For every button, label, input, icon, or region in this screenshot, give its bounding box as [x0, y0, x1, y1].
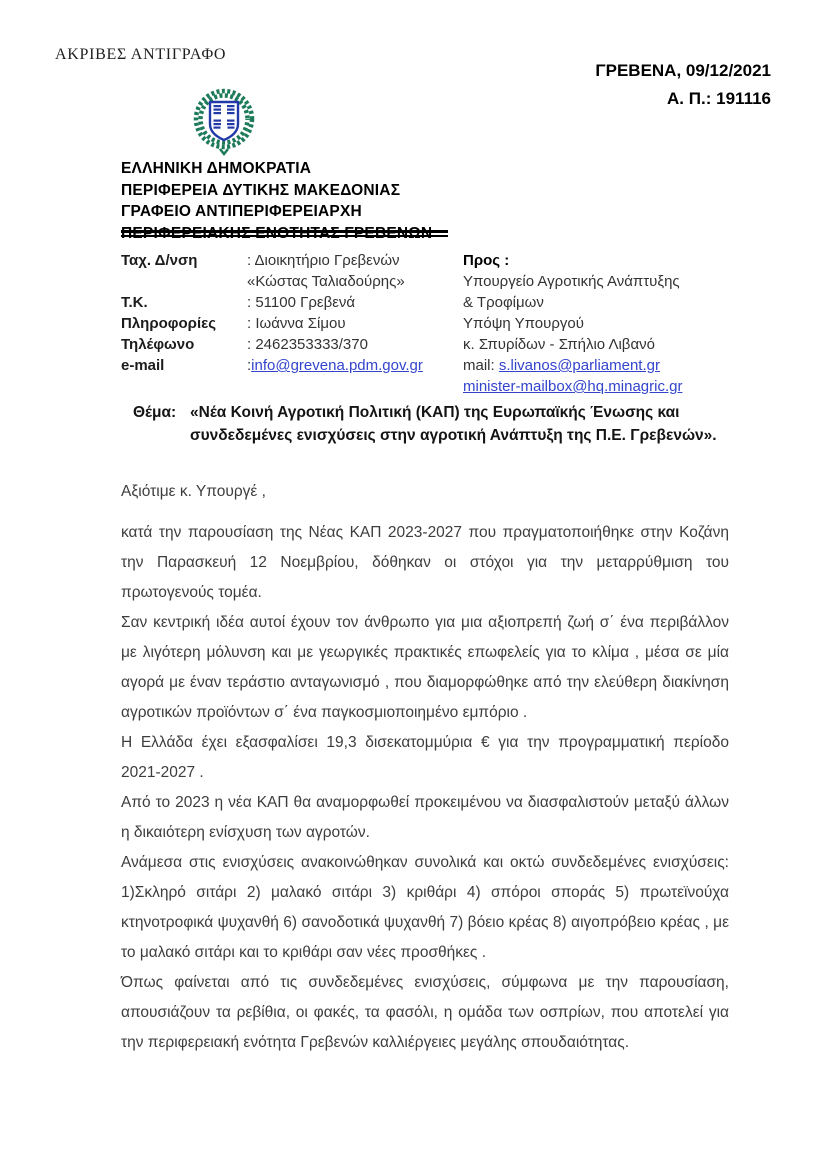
subject-row [133, 401, 733, 447]
contact-label-spacer [121, 271, 247, 292]
contact-label: Τ.Κ. [121, 294, 148, 311]
contact-row-address [121, 250, 461, 271]
body-paragraph: κατά την παρουσίαση της Νέας ΚΑΠ 2023-2027 που πραγματοποιήθηκε στην Κοζάνη την Παρασκευή 12 Νοεμβρίου, δόθηκαν οι στόχοι για την μεταρρύθμιση του πρωτογενούς τομέα. [121, 524, 729, 601]
contact-value: : Διοικητήριο Γρεβενών [247, 252, 400, 269]
certified-copy-stamp: ΑΚΡΙΒΕΣ ΑΝΤΙΓΡΑΦΟ [55, 46, 227, 63]
recipient-line: Υπουργείο Αγροτικής Ανάπτυξης [463, 273, 680, 290]
contact-value [247, 355, 423, 376]
subject-label: Θέμα: [133, 404, 177, 421]
subject-text: «Νέα Κοινή Αγροτική Πολιτική (ΚΑΠ) της Ευρωπαϊκής Ένωσης και συνδεδεμένες ενισχύσεις στην αγροτική Ανάπτυξη της Π.Ε. Γρεβενών». [190, 404, 717, 444]
body-paragraph: Ανάμεσα στις ενισχύσεις ανακοινώθηκαν συνολικά και οκτώ συνδεδεμένες ενισχύσεις: 1)Σκληρό σιτάρι 2) μαλακό σιτάρι 3) κριθάρι 4) σπόροι σποράς 5) πρωτεϊνούχα κτηνοτροφικά ψυχανθή 6) σανοδοτικά ψυχανθή 7) βόειο κρέας 8) αιγοπρόβειο κρέας , με το μαλακό σιτάρι και το κριθάρι σαν νέες προσθήκες . [121, 854, 729, 961]
recipient-line: & Τροφίμων [463, 294, 544, 311]
city-date: ΓΡΕΒΕΝΑ, 09/12/2021 [595, 61, 771, 80]
contact-row-email [121, 355, 461, 376]
contact-row-postal-code [121, 292, 461, 313]
body-paragraph: Σαν κεντρική ιδέα αυτοί έχουν τον άνθρωπο για μια αξιοπρεπή ζωή σ΄ ένα περιβάλλον με λιγότερη μόλυνση και με γεωργικές πρακτικές επωφελείς για το κλίμα , μέσα σε μία αγορά με έναν τεράστιο ανταγωνισμό , που διαμορφώθηκε από την ελεύθερη διακίνηση αγροτικών προϊόντων σ΄ ένα παγκοσμιοποιημένο εμπόριο . [121, 614, 729, 721]
minister-email-link-2[interactable]: minister-mailbox@hq.minagric.gr [463, 378, 683, 395]
recipient-line: κ. Σπυρίδων - Σπήλιο Λιβανό [463, 336, 655, 353]
contact-label: Ταχ. Δ/νση [121, 252, 198, 269]
recipient-mail-line2 [463, 376, 773, 397]
letterhead-divider [121, 230, 448, 237]
letterhead-line: ΠΕΡΙΦΕΡΕΙΑ ΔΥΤΙΚΗΣ ΜΑΚΕΔΟΝΙΑΣ [121, 181, 401, 199]
letterhead-line: ΠΕΡΙΦΕΡΕΙΑΚΗΣ ΕΝΟΤΗΤΑΣ ΓΡΕΒΕΝΩΝ [121, 224, 433, 242]
contact-row-information [121, 313, 461, 334]
recipient-heading: Προς : [463, 252, 510, 269]
salutation: Αξιότιμε κ. Υπουργέ , [121, 483, 266, 500]
contact-row-address-line2 [121, 271, 461, 292]
recipient-mail-line [463, 355, 773, 376]
contact-label: e-mail [121, 357, 165, 374]
contact-value: : 2462353333/370 [247, 336, 368, 353]
contact-value: «Κώστας Ταλιαδούρης» [247, 273, 405, 290]
date-protocol-block [595, 57, 771, 113]
contact-value: : 51100 Γρεβενά [247, 294, 356, 311]
minister-email-link-1[interactable]: s.livanos@parliament.gr [498, 357, 660, 374]
recipient-line: Υπόψη Υπουργού [463, 315, 584, 332]
greek-national-emblem-icon [187, 83, 261, 161]
body-paragraph: Η Ελλάδα έχει εξασφαλίσει 19,3 δισεκατομμύρια € για την προγραμματική περίοδο 2021-2027 . [121, 734, 729, 781]
mail-label: mail: [463, 357, 499, 374]
body-paragraph: Από το 2023 η νέα ΚΑΠ θα αναμορφωθεί προκειμένου να διασφαλιστούν μεταξύ άλλων η δικαιότερη ενίσχυση των αγροτών. [121, 794, 729, 841]
contact-label: Τηλέφωνο [121, 336, 195, 353]
contact-value: : Ιωάννα Σίμου [247, 315, 346, 332]
letter-body [121, 477, 729, 1058]
email-colon: : [247, 357, 252, 374]
letterhead-line: ΕΛΛΗΝΙΚΗ ΔΗΜΟΚΡΑΤΙΑ [121, 160, 312, 177]
contact-label: Πληροφορίες [121, 315, 217, 332]
sender-email-link[interactable]: info@grevena.pdm.gov.gr [251, 357, 423, 374]
letterhead-line: ΓΡΑΦΕΙΟ ΑΝΤΙΠΕΡΙΦΕΡΕΙΑΡΧΗ [121, 203, 362, 220]
contact-row-telephone [121, 334, 461, 355]
protocol-number: Α. Π.: 191116 [667, 89, 771, 108]
sender-contact-block [121, 250, 461, 376]
body-paragraph: Όπως φαίνεται από τις συνδεδεμένες ενισχύσεις, σύμφωνα με την παρουσίαση, απουσιάζουν τα ρεβίθια, οι φακές, τα φασόλι, η ομάδα των οσπρίων, που αποτελεί για την περιφερειακή ενότητα Γρεβενών καλλιέργειες μεγάλης σπουδαιότητας. [121, 974, 729, 1051]
recipient-block [463, 250, 773, 397]
